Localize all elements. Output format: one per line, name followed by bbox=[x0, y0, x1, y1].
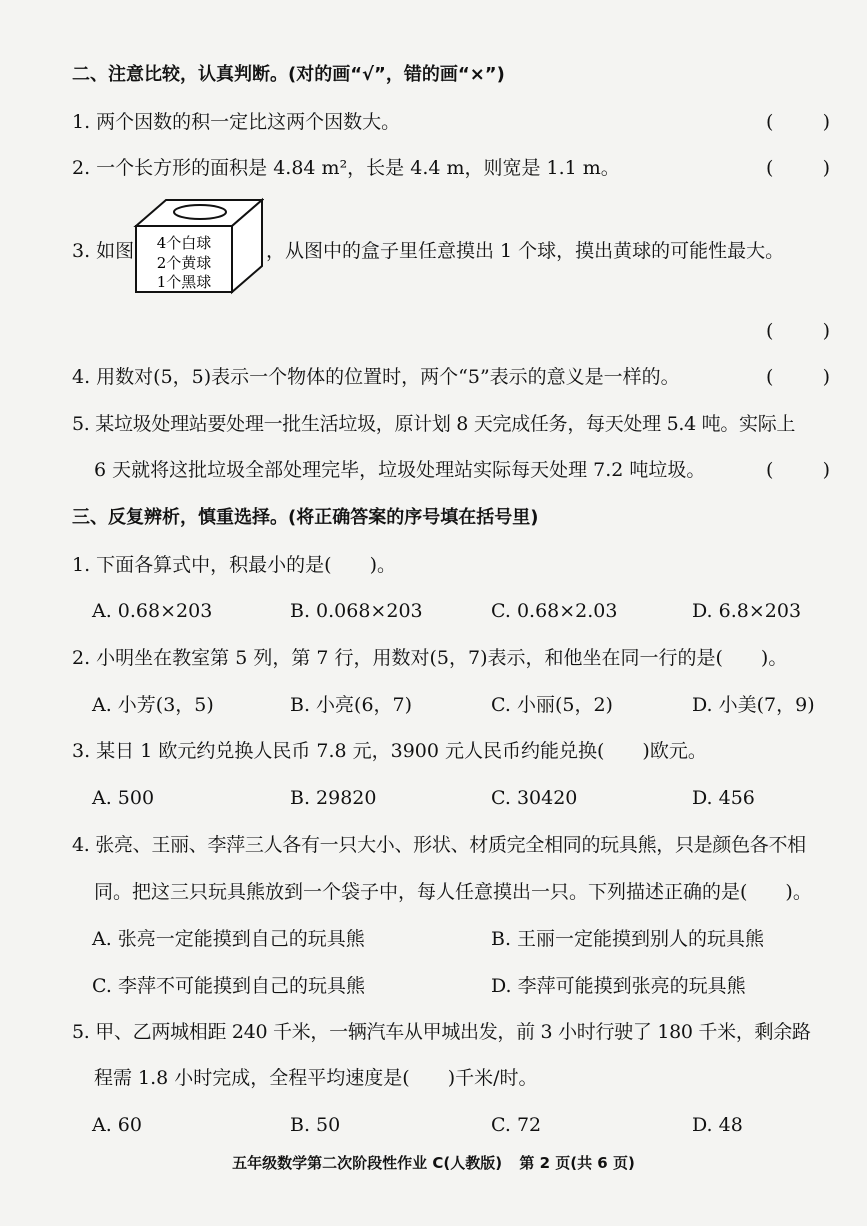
answer-paren-4[interactable]: ( ) bbox=[766, 366, 830, 388]
judge-item-2: 2. 一个长方形的面积是 4.84 m²，长是 4.4 m，则宽是 1.1 m。 bbox=[72, 157, 620, 179]
q5-option-a[interactable]: A. 60 bbox=[92, 1114, 142, 1136]
choice-q3: 3. 某日 1 欧元约兑换人民币 7.8 元，3900 元人民币约能兑换( )欧元。 bbox=[72, 740, 707, 762]
footer-title: 五年级数学第二次阶段性作业 C(人教版) bbox=[232, 1154, 503, 1172]
q5-option-d[interactable]: D. 48 bbox=[692, 1114, 743, 1136]
q2-option-d[interactable]: D. 小美(7，9) bbox=[692, 694, 815, 716]
q5-option-c[interactable]: C. 72 bbox=[491, 1114, 542, 1136]
q2-option-b[interactable]: B. 小亮(6，7) bbox=[290, 694, 413, 716]
q3-option-d[interactable]: D. 456 bbox=[692, 787, 755, 809]
section-3-title: 三、反复辨析，慎重选择。(将正确答案的序号填在括号里) bbox=[72, 507, 539, 528]
answer-paren-1[interactable]: ( ) bbox=[766, 111, 830, 133]
q1-option-d[interactable]: D. 6.8×203 bbox=[692, 600, 802, 622]
choice-q2: 2. 小明坐在教室第 5 列，第 7 行，用数对(5，7)表示，和他坐在同一行的是( )。 bbox=[72, 647, 788, 669]
q2-option-a[interactable]: A. 小芳(3，5) bbox=[92, 694, 214, 716]
judge-item-5-line1: 5. 某垃圾处理站要处理一批生活垃圾，原计划 8 天完成任务，每天处理 5.4 吨。实际上 bbox=[72, 413, 796, 435]
q4-option-b[interactable]: B. 王丽一定能摸到别人的玩具熊 bbox=[491, 928, 765, 950]
choice-q1: 1. 下面各算式中，积最小的是( )。 bbox=[72, 554, 396, 576]
q4-option-a[interactable]: A. 张亮一定能摸到自己的玩具熊 bbox=[92, 928, 365, 950]
choice-q4-line1: 4. 张亮、王丽、李萍三人各有一只大小、形状、材质完全相同的玩具熊，只是颜色各不相 bbox=[72, 834, 806, 856]
box-label-yellow: 2个黄球 bbox=[156, 254, 212, 272]
box-label-white: 4个白球 bbox=[156, 234, 212, 252]
q3-option-a[interactable]: A. 500 bbox=[92, 787, 155, 809]
q4-option-d[interactable]: D. 李萍可能摸到张亮的玩具熊 bbox=[491, 975, 746, 997]
box-label-black: 1个黑球 bbox=[156, 273, 212, 291]
q4-option-c[interactable]: C. 李萍不可能摸到自己的玩具熊 bbox=[92, 975, 365, 997]
judge-item-1: 1. 两个因数的积一定比这两个因数大。 bbox=[72, 111, 401, 133]
choice-q5-line2: 程需 1.8 小时完成，全程平均速度是( )千米/时。 bbox=[94, 1067, 538, 1089]
judge-item-3: ，从图中的盒子里任意摸出 1 个球，摸出黄球的可能性最大。 bbox=[266, 240, 785, 262]
q5-option-b[interactable]: B. 50 bbox=[290, 1114, 341, 1136]
q1-option-a[interactable]: A. 0.68×203 bbox=[92, 600, 213, 622]
page-footer bbox=[0, 1152, 867, 1173]
q1-option-c[interactable]: C. 0.68×2.03 bbox=[491, 600, 618, 622]
ball-box-figure bbox=[128, 196, 264, 298]
q3-option-b[interactable]: B. 29820 bbox=[290, 787, 377, 809]
footer-page-number: 第 2 页(共 6 页) bbox=[519, 1154, 635, 1172]
section-2-title: 二、注意比较，认真判断。(对的画“√”，错的画“×”) bbox=[72, 64, 505, 85]
judge-item-3-prefix: 3. 如图 bbox=[72, 240, 135, 262]
q1-option-b[interactable]: B. 0.068×203 bbox=[290, 600, 423, 622]
answer-paren-3[interactable]: ( ) bbox=[766, 320, 830, 342]
judge-item-5-line2: 6 天就将这批垃圾全部处理完毕，垃圾处理站实际每天处理 7.2 吨垃圾。 bbox=[94, 459, 706, 481]
answer-paren-2[interactable]: ( ) bbox=[766, 157, 830, 179]
q2-option-c[interactable]: C. 小丽(5，2) bbox=[491, 694, 613, 716]
q3-option-c[interactable]: C. 30420 bbox=[491, 787, 578, 809]
choice-q4-line2: 同。把这三只玩具熊放到一个袋子中，每人任意摸出一只。下列描述正确的是( )。 bbox=[94, 881, 812, 903]
choice-q5-line1: 5. 甲、乙两城相距 240 千米，一辆汽车从甲城出发，前 3 小时行驶了 180 千米，剩余路 bbox=[72, 1021, 811, 1043]
answer-paren-5[interactable]: ( ) bbox=[766, 459, 830, 481]
judge-item-4: 4. 用数对(5，5)表示一个物体的位置时，两个“5”表示的意义是一样的。 bbox=[72, 366, 680, 388]
